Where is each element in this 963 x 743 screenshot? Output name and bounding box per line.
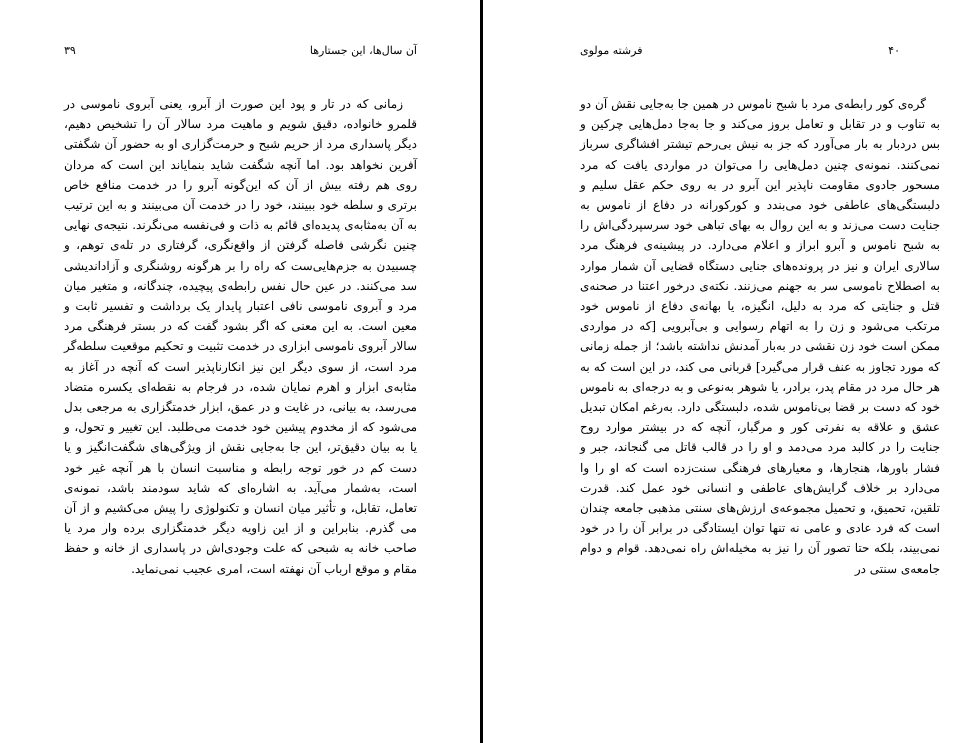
body-text: [580, 94, 940, 579]
running-head: آن سال‌ها، این جستارها: [309, 44, 417, 57]
running-head: فرشته مولوی: [580, 44, 643, 57]
body-text: [64, 94, 417, 579]
page-number: ۴۰: [888, 44, 900, 57]
page-number: ۳۹: [64, 44, 76, 57]
left-page: [0, 0, 480, 743]
paragraph: زمانی که در تار و پود این صورت از آبرو، یعنی آبروی ناموسی در قلمرو خانواده، دقیق شویم و ماهیت مرد سالار آن را تشخیص دهیم، دیگر پاسداری مرد از حریم شبح و حرمت‌گزاری او به حضور آن شگفتی آفرین نخواهد بود. اما آنچه شگفت شاید بنمایاند این است که مردان روی هم رفته بیش از آن که این‌گونه آبرو را در خدمت منافع خاص برتری و سلطه خود ببینند، خود را در خدمت آن می‌بینند و به این ترتیب به آن به‌مثابه‌ی پدیده‌ای قائم به ذات و فی‌نفسه می‌نگرند. نتیجه‌ی نهایی چنین نگرشی فاصله گرفتن از واقع‌نگری، گرفتاری در تله‌ی توهم، و چسبیدن به جزم‌هایی‌ست که راه را بر هرگونه روشنگری و آزاداندیشی سد می‌کنند. در عین حال نفس رابطه‌ی پیچیده، چندگانه، و متغیر میان مرد و آبروی ناموسی نافی اعتبار پایدار یک برداشت و تفسیر ثابت و معین است. به این معنی که اگر بشود گفت که در بستر فرهنگی مرد سالار آبروی ناموسی ابزاری در خدمت تثبیت و تحکیم موقعیت سلطه‌گر مرد است، از سوی دیگر این نیز انکارناپذیر است که آنچه در آغاز به مثابه‌ی ابزار و اهرم نمایان شده، در فرجام به نقطه‌ای یکسره متضاد می‌رسد، به بیانی، در غایت و در عمق، ابزار خدمتگزاری به مرجعی بدل می‌شود که از مخدوم پیشین خود خدمت می‌طلبد. این تغییر و تحول، و یا به بیان دقیق‌تر، این جا به‌جایی نقش از ویژگی‌های شگفت‌انگیز و یا دست کم در خور توجه رابطه و مناسبت انسان با هر آنچه غیر خود است، به‌شمار می‌آید. به اشاره‌ای که شاید سودمند باشد، نمونه‌ی تعامل، تقابل، و تأثیر میان انسان و تکنولوژی را پیش می‌کشیم و از آن می گذرم. بنابراین و از این زاویه دیگر خدمتگزاری برده وار مرد یا صاحب خانه به شبحی که علت وجودی‌اش در پاسداری از خانه و حفظ مقام و موقع ارباب آن نهفته است، امری عجیب نمی‌نماید.: [64, 97, 417, 576]
right-page: [483, 0, 963, 743]
paragraph: گره‌ی کور رابطه‌ی مرد با شبح ناموس در همین جا به‌جایی نقش آن دو به تناوب و در تقابل و تعامل بروز می‌کند و جا به‌جا دمل‌هایی چرکین و بس دردبار به بار می‌آورد که جز به نیش بی‌رحم تیشتر افشاگری سرباز نمی‌کنند. نمونه‌ی چنین دمل‌هایی را می‌توان در مواردی یافت که مرد مسحور جادوی مقاومت ناپذیر این آبرو در به روی حکم عقل سلیم و دلبستگی‌های عاطفی خود می‌بندد و کورکورانه در دفاع از ناموس به جنایت دست می‌زند و به این روال به بهای تباهی خود سرسپردگی‌اش را به شبح ناموس و آبرو ابراز و اعلام می‌دارد. در پیشینه‌ی فرهنگ مرد سالاری ایران و نیز در پرونده‌های جنایی دستگاه قضایی آن شمار موارد به اصطلاح ناموسی سر به جهنم می‌زنند. نکته‌ی درخور اعتنا در صحنه‌ی قتل و جنایتی که مرد به دلیل، انگیزه، یا بهانه‌ی دفاع از ناموس خود مرتکب می‌شود و زن را به اتهام رسوایی و بی‌آبرویی [که در مواردی ممکن است خود زن نقشی در به‌بار آمدنش نداشته باشد؛ از جمله زمانی که مورد تجاوز به عنف قرار می‌گیرد] قربانی می کند، در این است که به هر حال مرد در مقام پدر، برادر، یا شوهر به‌نوعی و به درجه‌ای به ناموس خود که دست بر قضا بی‌ناموس شده، دلبستگی دارد. به‌رغم امکان تبدیل عشق و علاقه به نفرتی کور و مرگبار، آنچه که در بیشتر موارد روح جنایت را در کالبد مرد می‌دمد و او را در قالب قاتل می گنجاند، جبر و فشار باورها، هنجارها، و معیارهای فرهنگی سنت‌زده است که او را وا می‌دارد بر خلاف گرایش‌های عاطفی و انسانی خود عمل کند. قدرت تلقین، تحمیق، و تحمیل مجموعه‌ی ارزش‌های سنتی مذهبی جامعه چندان است که فرد عادی و عامی نه تنها توان ایستادگی در برابر آن را در خود نمی‌بیند، بلکه حتا تصور آن را نیز به مخیله‌اش راه نمی‌دهد. قوام و دوام جامعه‌ی سنتی در: [580, 97, 940, 576]
